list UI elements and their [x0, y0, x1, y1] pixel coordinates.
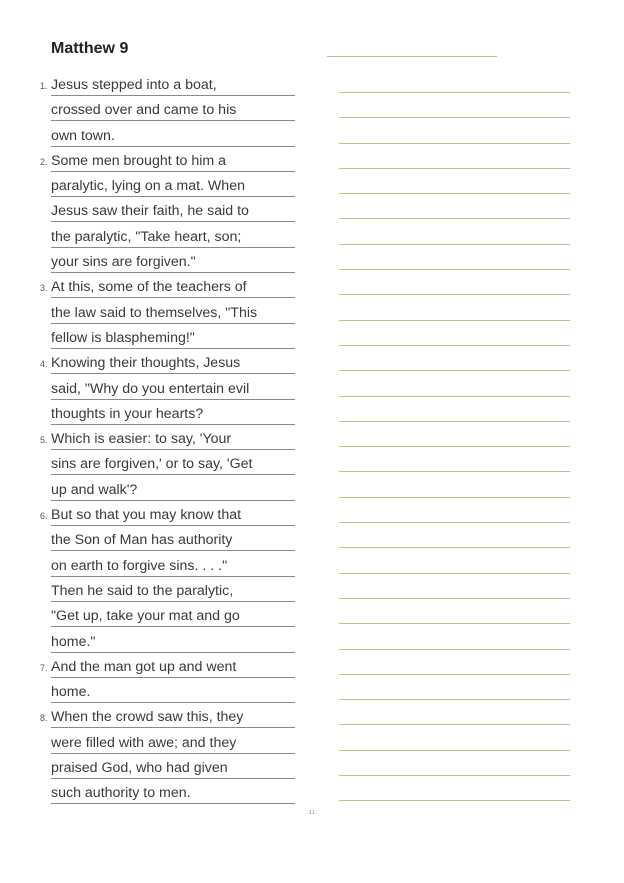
verse-text: But so that you may know that — [51, 505, 295, 526]
verse-text: up and walk'? — [51, 480, 295, 501]
verse-number: 2. — [40, 156, 48, 167]
writing-line[interactable] — [339, 325, 570, 346]
writing-line[interactable] — [339, 350, 570, 371]
writing-line[interactable] — [339, 578, 570, 599]
verse-text: the law said to themselves, "This — [51, 303, 295, 324]
verse-line — [0, 274, 624, 299]
writing-line[interactable] — [339, 173, 570, 194]
verse-text: the Son of Man has authority — [51, 530, 295, 551]
page-number: 11 — [308, 810, 316, 816]
verse-line — [0, 350, 624, 375]
verse-text: paralytic, lying on a mat. When — [51, 176, 295, 197]
verse-text: on earth to forgive sins. . . ." — [51, 556, 295, 577]
verse-number: 7. — [40, 662, 48, 673]
verse-text: said, "Why do you entertain evil — [51, 379, 295, 400]
writing-line[interactable] — [339, 148, 570, 169]
verse-line — [0, 502, 624, 527]
verse-text: own town. — [51, 126, 295, 147]
verse-line — [0, 629, 624, 654]
writing-line[interactable] — [339, 730, 570, 751]
verse-line — [0, 300, 624, 325]
writing-line[interactable] — [339, 704, 570, 725]
writing-line[interactable] — [339, 123, 570, 144]
verse-text: thoughts in your hearts? — [51, 404, 295, 425]
verse-text: praised God, who had given — [51, 758, 295, 779]
verse-text: At this, some of the teachers of — [51, 277, 295, 298]
verse-text: home." — [51, 632, 295, 653]
writing-line[interactable] — [339, 679, 570, 700]
verse-number: 8. — [40, 713, 48, 724]
verse-line — [0, 755, 624, 780]
verse-line — [0, 654, 624, 679]
verse-line — [0, 451, 624, 476]
verse-text: home. — [51, 682, 295, 703]
verse-line — [0, 527, 624, 552]
verse-line — [0, 578, 624, 603]
verse-list — [0, 72, 624, 806]
writing-line[interactable] — [339, 629, 570, 650]
verse-line — [0, 249, 624, 274]
writing-line[interactable] — [339, 376, 570, 397]
writing-line[interactable] — [339, 755, 570, 776]
writing-line[interactable] — [339, 401, 570, 422]
verse-line — [0, 198, 624, 223]
verse-line — [0, 730, 624, 755]
verse-text: sins are forgiven,' or to say, 'Get — [51, 454, 295, 475]
page-title: Matthew 9 — [51, 40, 129, 57]
writing-line[interactable] — [339, 300, 570, 321]
writing-line[interactable] — [339, 553, 570, 574]
writing-line[interactable] — [339, 274, 570, 295]
verse-text: were filled with awe; and they — [51, 733, 295, 754]
verse-line — [0, 603, 624, 628]
verse-line — [0, 426, 624, 451]
verse-line — [0, 148, 624, 173]
verse-line — [0, 173, 624, 198]
writing-line[interactable] — [339, 97, 570, 118]
verse-text: Jesus saw their faith, he said to — [51, 201, 295, 222]
verse-line — [0, 401, 624, 426]
verse-text: Which is easier: to say, 'Your — [51, 429, 295, 450]
verse-line — [0, 224, 624, 249]
verse-line — [0, 477, 624, 502]
verse-line — [0, 72, 624, 97]
verse-number: 5. — [40, 435, 48, 446]
writing-line[interactable] — [339, 477, 570, 498]
verse-number: 3. — [40, 283, 48, 294]
writing-line[interactable] — [339, 603, 570, 624]
verse-line — [0, 780, 624, 805]
writing-line[interactable] — [339, 654, 570, 675]
verse-line — [0, 123, 624, 148]
verse-number: 6. — [40, 511, 48, 522]
verse-text: fellow is blaspheming!" — [51, 328, 295, 349]
writing-line[interactable] — [339, 72, 570, 93]
verse-number: 4. — [40, 359, 48, 370]
verse-text: Jesus stepped into a boat, — [51, 75, 295, 96]
writing-line[interactable] — [339, 198, 570, 219]
writing-line[interactable] — [339, 780, 570, 801]
verse-line — [0, 679, 624, 704]
writing-line[interactable] — [339, 249, 570, 270]
verse-text: Some men brought to him a — [51, 151, 295, 172]
verse-text: the paralytic, "Take heart, son; — [51, 227, 295, 248]
verse-text: crossed over and came to his — [51, 100, 295, 121]
writing-line[interactable] — [339, 426, 570, 447]
writing-line[interactable] — [339, 451, 570, 472]
verse-text: your sins are forgiven." — [51, 252, 295, 273]
verse-text: And the man got up and went — [51, 657, 295, 678]
verse-number: 1. — [40, 81, 48, 91]
writing-line[interactable] — [339, 527, 570, 548]
verse-text: such authority to men. — [51, 783, 295, 804]
verse-text: Then he said to the paralytic, — [51, 581, 295, 602]
writing-line[interactable] — [339, 224, 570, 245]
verse-text: When the crowd saw this, they — [51, 707, 295, 728]
verse-line — [0, 704, 624, 729]
verse-line — [0, 97, 624, 122]
title-writing-line[interactable] — [327, 56, 497, 57]
verse-line — [0, 376, 624, 401]
verse-line — [0, 325, 624, 350]
writing-line[interactable] — [339, 502, 570, 523]
verse-text: "Get up, take your mat and go — [51, 606, 295, 627]
verse-text: Knowing their thoughts, Jesus — [51, 353, 295, 374]
verse-line — [0, 553, 624, 578]
